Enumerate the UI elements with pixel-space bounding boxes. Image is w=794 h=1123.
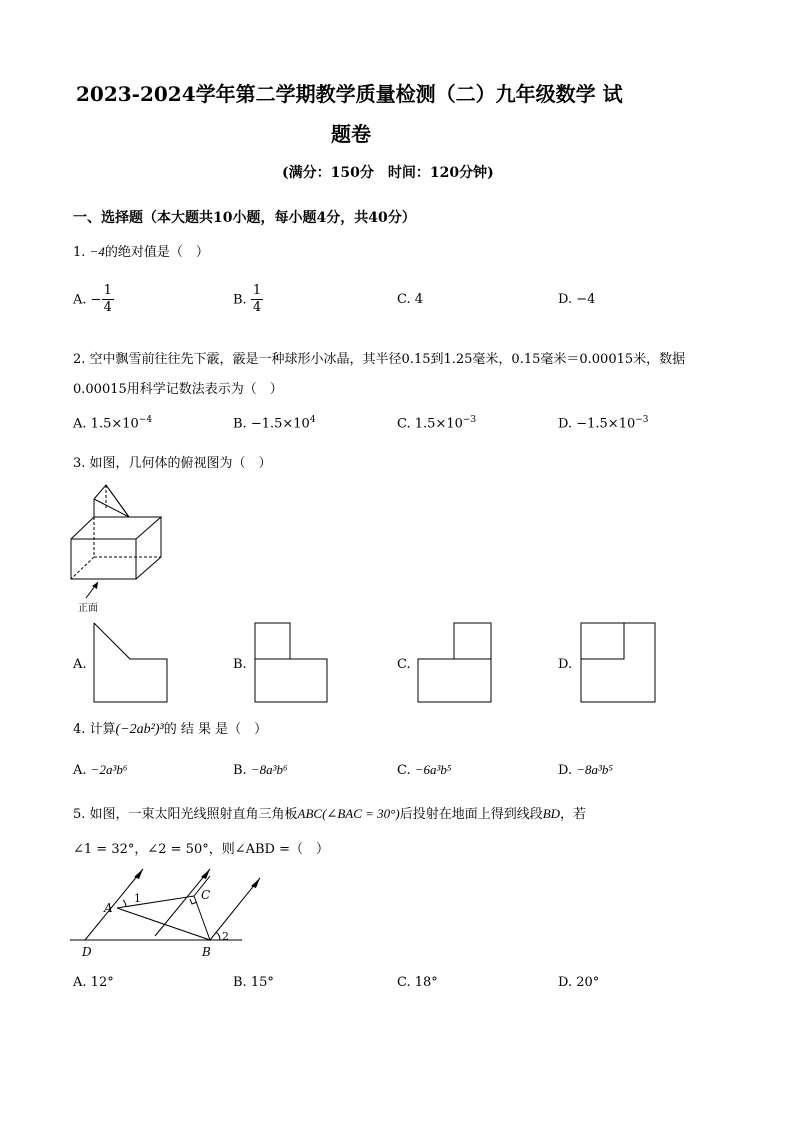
q3-option-b-figure bbox=[254, 622, 330, 704]
q3-solid-figure bbox=[66, 480, 176, 615]
q5-option-a[interactable]: A. 12° bbox=[73, 975, 114, 990]
q3-option-c-figure bbox=[417, 622, 495, 704]
front-label: 正面 bbox=[78, 603, 98, 614]
q3-option-d[interactable]: D. bbox=[558, 657, 573, 672]
q3-option-a[interactable]: A. bbox=[73, 657, 87, 672]
q1-option-c[interactable]: C. 4 bbox=[397, 292, 424, 307]
label-d: D bbox=[82, 945, 92, 959]
q2-option-d[interactable]: D. $-1.5\times 10^{-3}$ bbox=[558, 415, 649, 432]
angle-2-label: 2 bbox=[222, 930, 229, 943]
q1-option-d[interactable]: D. −4 bbox=[558, 292, 596, 307]
page-title-line2: 题卷 bbox=[331, 122, 371, 146]
q1-option-b[interactable]: B. $\frac{1}{4}$ bbox=[233, 283, 262, 316]
q2-option-c[interactable]: C. $1.5\times 10^{-3}$ bbox=[397, 415, 477, 432]
q4-option-a[interactable]: A. −2a³b⁶ bbox=[73, 762, 128, 778]
label-c: C bbox=[201, 888, 211, 902]
q2-option-b[interactable]: B. $-1.5\times 10^4$ bbox=[233, 415, 316, 432]
q3-option-a-figure bbox=[93, 622, 173, 704]
q5-option-b[interactable]: B. 15° bbox=[233, 975, 274, 990]
label-a: A bbox=[104, 901, 113, 915]
q3-option-c[interactable]: C. bbox=[397, 657, 411, 672]
exam-info: (满分：150分 时间：120分钟) bbox=[282, 165, 494, 181]
q5-figure bbox=[70, 866, 270, 961]
section-heading: 一、选择题（本大题共10小题，每小题4分，共40分） bbox=[73, 210, 416, 226]
q4-stem: 4. 计算(−2ab²)³的 结 果 是（ ） bbox=[73, 722, 268, 737]
q1-option-a[interactable]: A. − $\frac{1}{4}$ bbox=[73, 283, 112, 316]
q3-option-b[interactable]: B. bbox=[233, 657, 247, 672]
label-b: B bbox=[202, 945, 211, 959]
q5-option-d[interactable]: D. 20° bbox=[558, 975, 600, 990]
q2-stem-line1: 2. 空中飘雪前往往先下霰，霰是一种球形小冰晶，其半径0.15到1.25毫米，0.15毫米＝0.00015米，数据 bbox=[73, 352, 686, 367]
angle-1-label: 1 bbox=[134, 892, 141, 905]
q4-option-d[interactable]: D. −8a³b⁵ bbox=[558, 762, 613, 778]
q1-stem: 1. −4的绝对值是（ ） bbox=[73, 244, 209, 260]
q3-stem: 3. 如图，几何体的俯视图为（ ） bbox=[73, 456, 272, 471]
q2-stem-line2: 0.00015用科学记数法表示为（ ） bbox=[73, 382, 283, 397]
q4-option-b[interactable]: B. −8a³b⁶ bbox=[233, 762, 288, 778]
page-title-line1: 2023-2024学年第二学期教学质量检测（二）九年级数学 试 bbox=[76, 82, 623, 106]
q5-stem-line2: ∠1 = 32°，∠2 = 50°，则∠ABD =（ ） bbox=[73, 842, 330, 857]
q3-option-d-figure bbox=[580, 622, 658, 704]
q2-option-a[interactable]: A. $1.5\times 10^{-4}$ bbox=[73, 415, 153, 432]
q4-option-c[interactable]: C. −6a³b⁵ bbox=[397, 762, 452, 778]
q5-stem-line1: 5. 如图，一束太阳光线照射直角三角板ABC(∠BAC = 30°)后投射在地面上得到线段BD，若 bbox=[73, 806, 587, 822]
q5-option-c[interactable]: C. 18° bbox=[397, 975, 438, 990]
